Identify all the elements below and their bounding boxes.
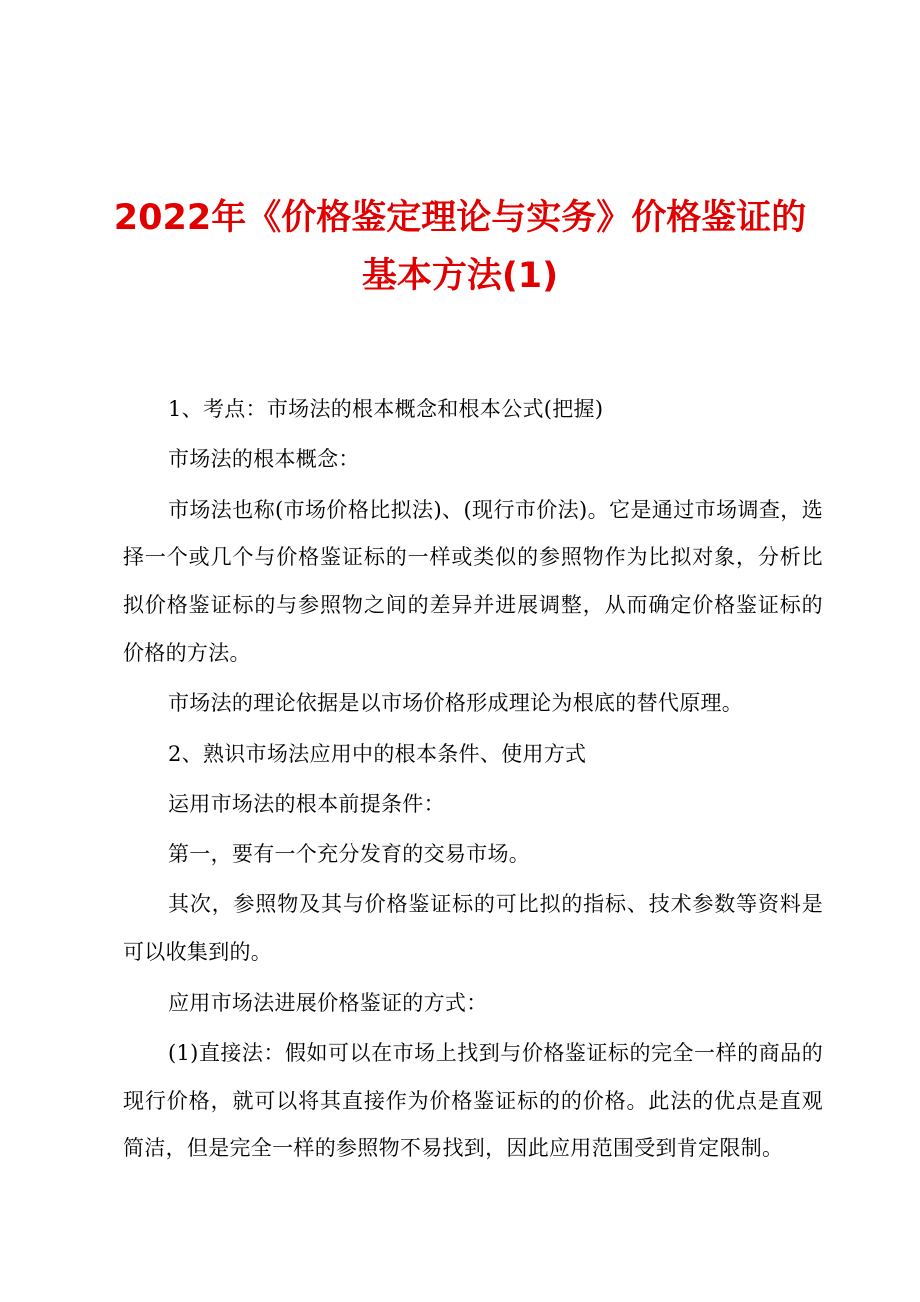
paragraph-8: 其次，参照物及其与价格鉴证标的可比拟的指标、技术参数等资料是可以收集到的。 [123, 892, 823, 965]
paragraph-4: 市场法的理论依据是以市场价格形成理论为根底的替代原理。 [168, 691, 744, 716]
paragraph-2: 市场法的根本概念： [168, 447, 360, 472]
paragraph-1: 1、考点：市场法的根本概念和根本公式(把握) [168, 397, 604, 421]
paragraph-9: 应用市场法进展价格鉴证的方式： [168, 990, 488, 1015]
document-body [123, 386, 823, 1176]
paragraph-5: 2、熟识市场法应用中的根本条件、使用方式 [168, 741, 587, 766]
document-title: 2022年《价格鉴定理论与实务》价格鉴证的基本方法(1) [113, 198, 807, 296]
paragraph-6: 运用市场法的根本前提条件： [168, 791, 445, 816]
paragraph-3: 市场法也称(市场价格比拟法)、(现行市价法)。它是通过市场调查，选择一个或几个与价格鉴证标的一样或类似的参照物作为比拟对象，分析比拟价格鉴证标的与参照物之间的差异并进展调整，从而确定价格鉴证标的价格的方法。 [123, 497, 823, 665]
paragraph-7: 第一，要有一个充分发育的交易市场。 [168, 842, 531, 867]
paragraph-10: (1)直接法：假如可以在市场上找到与价格鉴证标的完全一样的商品的现行价格，就可以将其直接作为价格鉴证标的的价格。此法的优点是直观简洁，但是完全一样的参照物不易找到，因此应用范围受到肯定限制。 [123, 1040, 823, 1161]
